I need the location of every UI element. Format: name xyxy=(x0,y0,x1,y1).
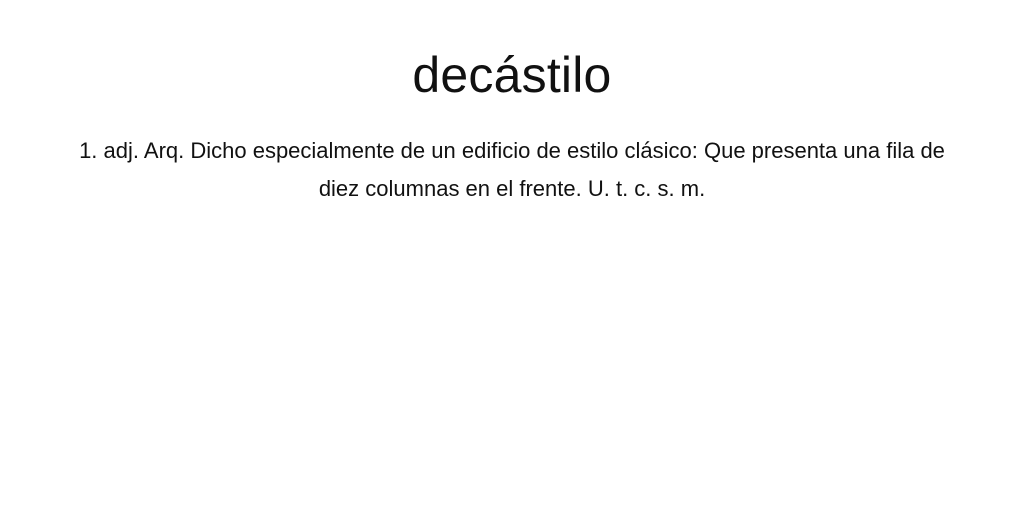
dictionary-entry xyxy=(0,44,1024,208)
headword-title: decástilo xyxy=(412,47,612,103)
definition-text: 1. adj. Arq. Dicho especialmente de un edificio de estilo clásico: Que presenta una fila de diez columnas en el frente. U. t. c. s. m. xyxy=(79,138,945,201)
